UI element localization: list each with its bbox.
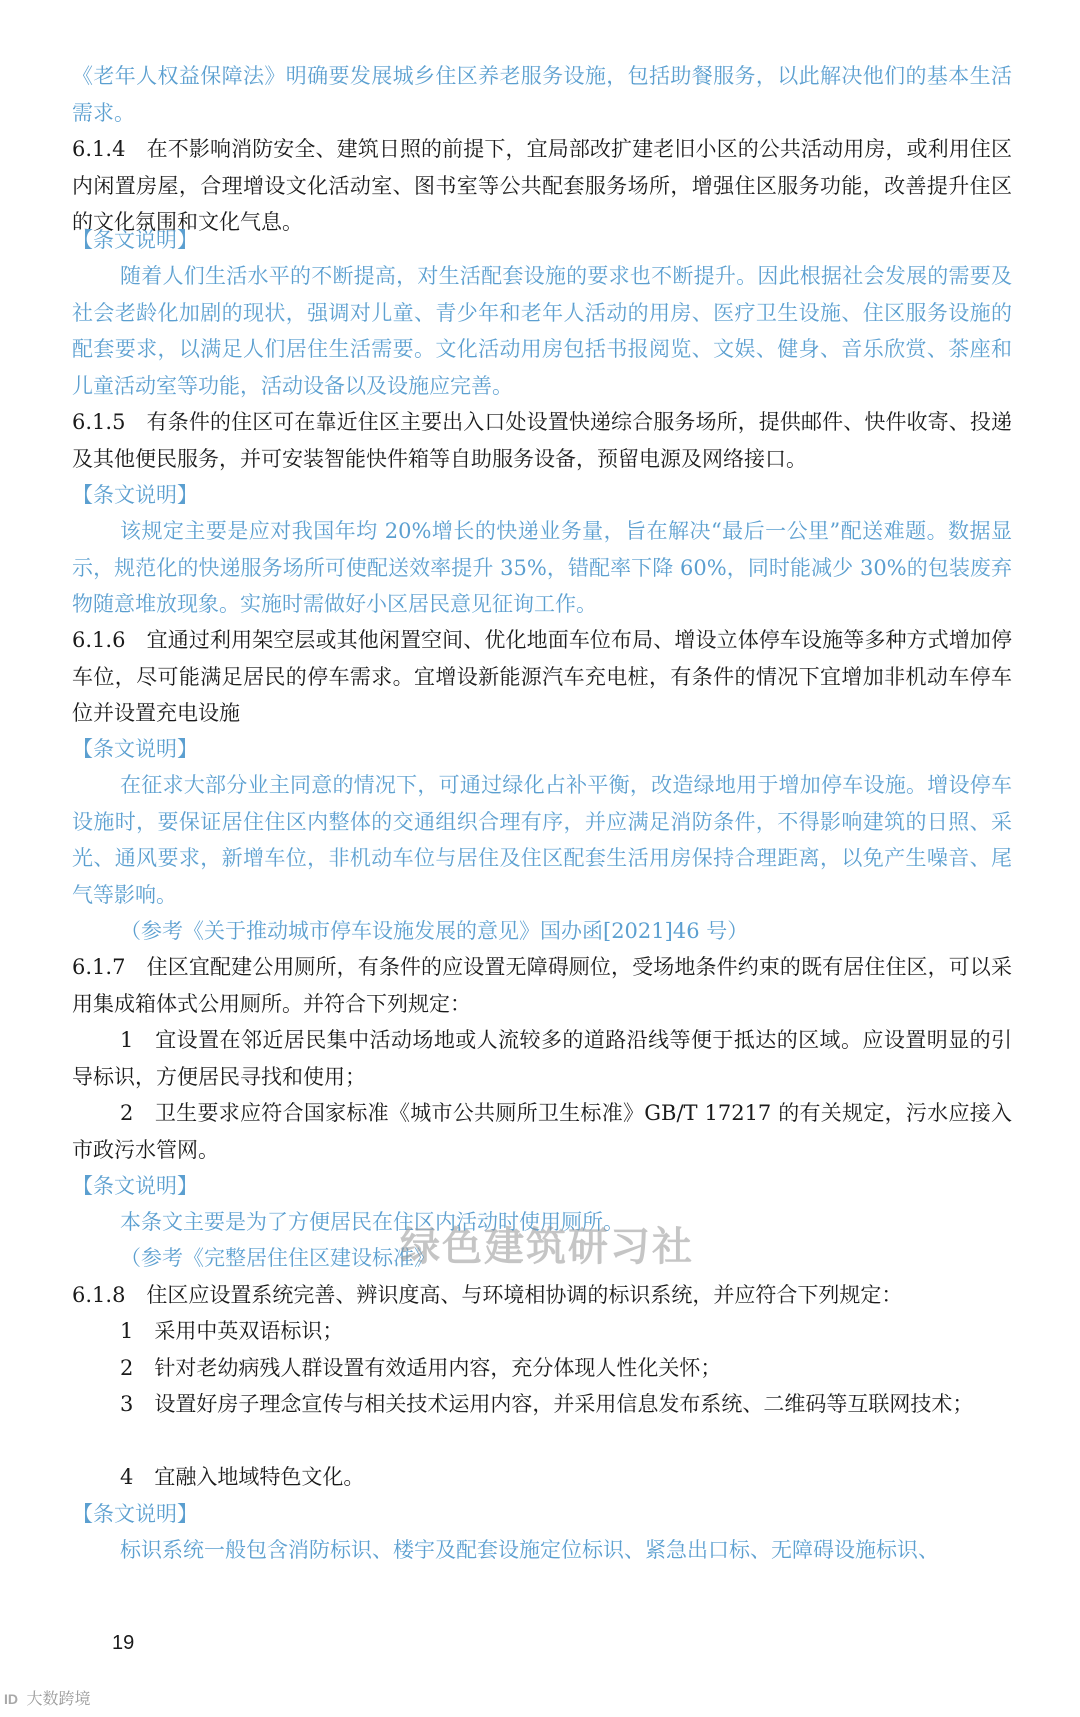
clause-note-heading: 【条文说明】: [72, 483, 198, 507]
clause-6-1-8-item-1: 1 采用中英双语标识；: [120, 1319, 344, 1343]
clause-note-6-1-4: 随着人们生活水平的不断提高，对生活配套设施的要求也不断提升。因此根据社会发展的需要及社会老龄化加剧的现状，强调对儿童、青少年和老年人活动的用房、医疗卫生设施、住区服务设施的配套要求，以满足人们居住生活需要。文化活动用房包括书报阅览、文娱、健身、音乐欣赏、茶座和儿童活动室等功能，活动设备以及设施应完善。: [72, 264, 1012, 398]
clause-6-1-5: 6.1.5 有条件的住区可在靠近住区主要出入口处设置快递综合服务场所，提供邮件、快件收寄、投递及其他便民服务，并可安装智能快件箱等自助服务设备，预留电源及网络接口。: [72, 410, 1012, 471]
clause-note-heading: 【条文说明】: [72, 737, 198, 761]
watermark: 绿色建筑研习社: [400, 1223, 694, 1270]
clause-6-1-7: 6.1.7 住区宜配建公用厕所，有条件的应设置无障碍厕位，受场地条件约束的既有居住住区，可以采用集成箱体式公用厕所。并符合下列规定：: [72, 955, 1012, 1016]
brand-mark-icon: ID: [4, 1691, 18, 1707]
clause-note-6-1-8: 标识系统一般包含消防标识、楼宇及配套设施定位标识、紧急出口标、无障碍设施标识、: [120, 1538, 939, 1562]
clause-6-1-7-item-1: 1 宜设置在邻近居民集中活动场地或人流较多的道路沿线等便于抵达的区域。应设置明显的引导标识，方便居民寻找和使用；: [72, 1028, 1012, 1089]
reference-parking: （参考《关于推动城市停车设施发展的意见》国办函[2021]46 号）: [120, 919, 749, 943]
clause-note-heading: 【条文说明】: [72, 228, 198, 252]
clause-note-heading: 【条文说明】: [72, 1502, 198, 1526]
clause-6-1-7-item-2: 2 卫生要求应符合国家标准《城市公共厕所卫生标准》GB/T 17217 的有关规定，污水应接入市政污水管网。: [72, 1101, 1012, 1162]
clause-note-6-1-5: 该规定主要是应对我国年均 20%增长的快递业务量，旨在解决“最后一公里”配送难题。数据显示，规范化的快递服务场所可使配送效率提升 35%，错配率下降 60%，同时能减少 30%的包装废弃物随意堆放现象。实施时需做好小区居民意见征询工作。: [72, 519, 1012, 616]
clause-6-1-8-item-4: 4 宜融入地域特色文化。: [120, 1465, 365, 1489]
reference-standard: （参考《完整居住住区建设标准》: [120, 1246, 435, 1270]
clause-6-1-4: 6.1.4 在不影响消防安全、建筑日照的前提下，宜局部改扩建老旧小区的公共活动用房，或利用住区内闲置房屋，合理增设文化活动室、图书室等公共配套服务场所，增强住区服务功能，改善提升住区的文化氛围和文化气息。: [72, 137, 1012, 234]
clause-note-6-1-7: 本条文主要是为了方便居民在住区内活动时使用厕所。: [120, 1210, 624, 1234]
footer-brand-logo: [4, 1686, 90, 1709]
clause-6-1-8-item-3: 3 设置好房子理念宣传与相关技术运用内容，并采用信息发布系统、二维码等互联网技术；: [120, 1392, 974, 1416]
footer-brand-text: 大数跨境: [26, 1691, 91, 1708]
clause-note-heading: 【条文说明】: [72, 1174, 198, 1198]
clause-6-1-6: 6.1.6 宜通过利用架空层或其他闲置空间、优化地面车位布局、增设立体停车设施等多种方式增加停车位，尽可能满足居民的停车需求。宜增设新能源汽车充电桩，有条件的情况下宜增加非机动车停车位并设置充电设施: [72, 628, 1012, 725]
clause-6-1-8-item-2: 2 针对老幼病残人群设置有效适用内容，充分体现人性化关怀；: [120, 1356, 722, 1380]
clause-6-1-8: 6.1.8 住区应设置系统完善、辨识度高、与环境相协调的标识系统，并应符合下列规定：: [72, 1283, 903, 1307]
clause-note-6-1-6: 在征求大部分业主同意的情况下，可通过绿化占补平衡，改造绿地用于增加停车设施。增设停车设施时，要保证居住住区内整体的交通组织合理有序，并应满足消防条件，不得影响建筑的日照、采光、通风要求，新增车位，非机动车位与居住及住区配套生活用房保持合理距离，以免产生噪音、尾气等影响。: [72, 773, 1012, 907]
paragraph-elderly-rights: 《老年人权益保障法》明确要发展城乡住区养老服务设施，包括助餐服务，以此解决他们的基本生活需求。: [72, 64, 1012, 125]
page-number: 19: [112, 1632, 135, 1654]
